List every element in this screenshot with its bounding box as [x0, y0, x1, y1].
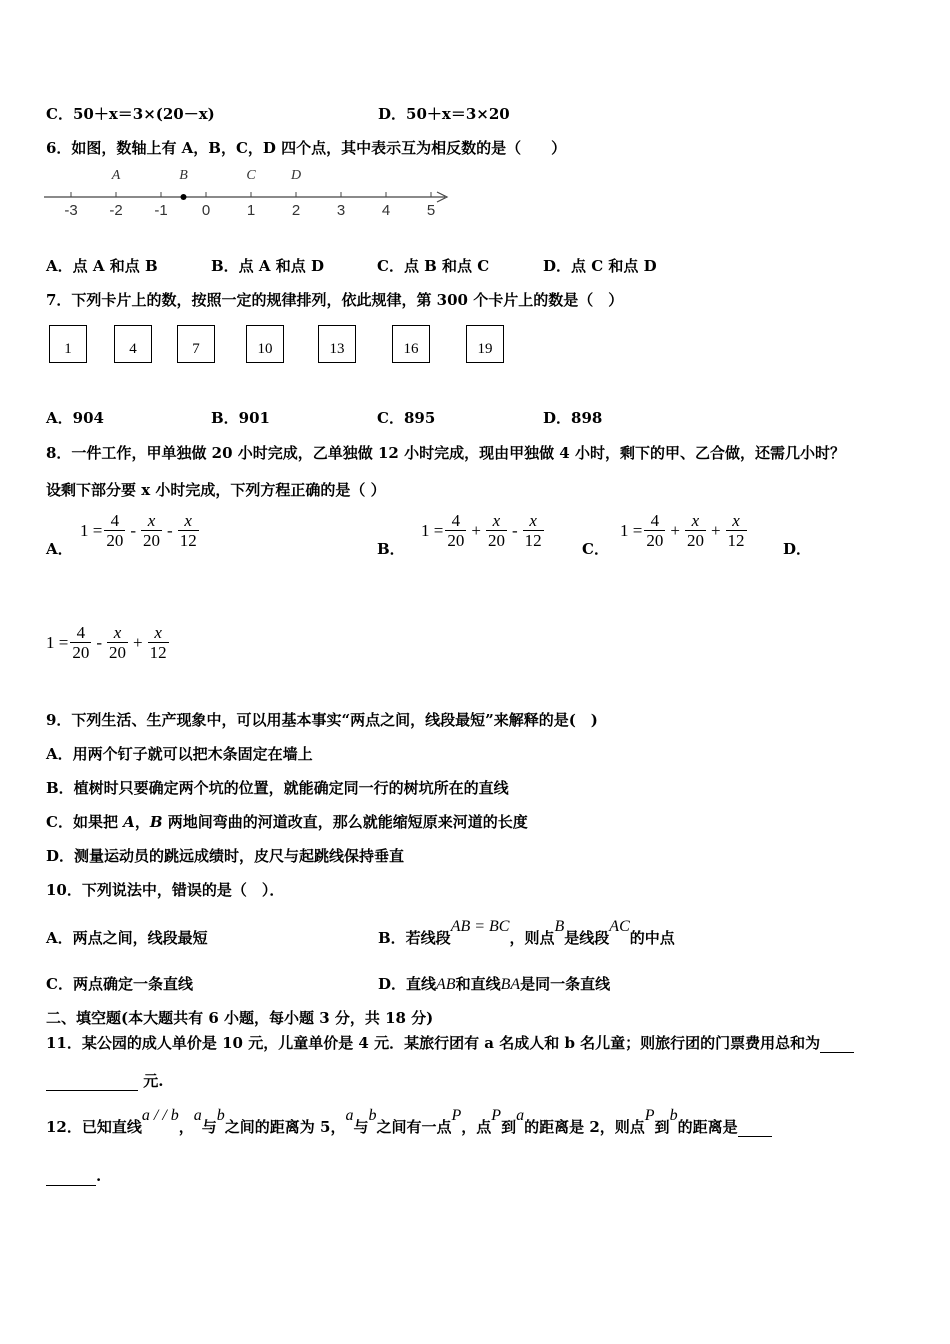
number-line-point-label: D: [290, 168, 302, 183]
number-card: 7: [177, 325, 215, 363]
number-card: 19: [466, 325, 504, 363]
q10-stem: 10．下列说法中，错误的是（ ）．: [46, 881, 285, 899]
number-line-point-label: B: [179, 168, 188, 183]
q11-line1: 11．某公园的成人单价是 10 元，儿童单价是 4 元．某旅行团有 a 名成人和 b 名儿童；则旅行团的门票费用总和为: [46, 1032, 854, 1053]
q5-option-d: D．50＋x＝3×20: [378, 105, 510, 123]
q12-line1: 12．已知直线a / / b，a与b之间的距离为 5，a与b之间有一点P，点P到a的距离是 2，则点P到b的距离是: [46, 1116, 772, 1137]
q10-option-b: B．若线段AB = BC，则点B是线段AC的中点: [378, 918, 675, 947]
number-card: 10: [246, 325, 284, 363]
number-line-point-label: A: [111, 168, 121, 183]
number-card: 16: [392, 325, 430, 363]
q8-option-d-label: D．: [783, 540, 812, 558]
number-line-tick-label: 1: [246, 202, 256, 219]
number-card: 4: [114, 325, 152, 363]
q8-equation-b: 1 = $\frac{4}{20}$ + $\frac{x}{20}$ - $\frac{x}{12}$: [421, 511, 542, 550]
q6-option-d: D．点 C 和点 D: [543, 257, 657, 275]
q7-option-d: D．898: [543, 409, 603, 427]
number-line-tick-label: -1: [154, 202, 168, 219]
q11-line2: 元.: [46, 1070, 163, 1091]
q6-option-c: C．点 B 和点 C: [377, 257, 490, 275]
q8-option-c-label: C．: [582, 540, 609, 558]
q9-option-c: C．如果把 A，B 两地间弯曲的河道改直，那么就能缩短原来河道的长度: [46, 813, 528, 831]
q8-option-b-label: B．: [377, 540, 405, 558]
q8-equation-d: 1 = $\frac{4}{20}$ - $\frac{x}{20}$ + $\frac{x}{12}$: [46, 623, 167, 662]
q10-option-d: D．直线AB和直线BA是同一条直线: [378, 975, 611, 993]
q8-stem-line2: 设剩下部分要 x 小时完成，下列方程正确的是（ ）: [46, 481, 386, 499]
q7-option-a: A．904: [46, 409, 104, 427]
number-line-point-label: C: [246, 168, 256, 183]
number-line-tick-label: 3: [336, 202, 346, 219]
number-card: 1: [49, 325, 87, 363]
q7-option-b: B．901: [211, 409, 270, 427]
section-heading: 二、填空题(本大题共有 6 小题，每小题 3 分，共 18 分): [46, 1009, 434, 1027]
number-line-tick-label: 5: [426, 202, 436, 219]
q12-line2: .: [46, 1167, 101, 1186]
q6-option-b: B．点 A 和点 D: [211, 257, 324, 275]
q6-option-a: A．点 A 和点 B: [46, 257, 158, 275]
q7-option-c: C．895: [377, 409, 436, 427]
q10-option-a: A．两点之间，线段最短: [46, 929, 208, 947]
q8-stem-line1: 8．一件工作，甲单独做 20 小时完成，乙单独做 12 小时完成，现由甲独做 4 小时，剩下的甲、乙合做，还需几小时？: [46, 444, 845, 462]
q7-stem: 7．下列卡片上的数，按照一定的规律排列，依此规律，第 300 个卡片上的数是（ ）: [46, 291, 624, 309]
q10-option-c: C．两点确定一条直线: [46, 975, 193, 993]
number-line-tick-label: -2: [109, 202, 123, 219]
q9-option-d: D．测量运动员的跳远成绩时，皮尺与起跳线保持垂直: [46, 847, 405, 865]
number-line: [40, 160, 470, 222]
number-line-tick-label: 0: [201, 202, 211, 219]
number-line-tick-label: 2: [291, 202, 301, 219]
q8-equation-c: 1 = $\frac{4}{20}$ + $\frac{x}{20}$ + $\frac{x}{12}$: [620, 511, 745, 550]
q8-equation-a: 1 = $\frac{4}{20}$ - $\frac{x}{20}$ - $\frac{x}{12}$: [80, 511, 197, 550]
q9-stem: 9．下列生活、生产现象中，可以用基本事实“两点之间，线段最短”来解释的是( ): [46, 711, 598, 729]
number-line-point-dot: [181, 194, 187, 200]
number-card: 13: [318, 325, 356, 363]
q5-option-c: C．50＋x＝3×(20－x): [46, 105, 215, 123]
q9-option-b: B．植树时只要确定两个坑的位置，就能确定同一行的树坑所在的直线: [46, 779, 509, 797]
number-line-tick-label: 4: [381, 202, 391, 219]
number-line-tick-label: -3: [64, 202, 78, 219]
q8-option-a-label: A．: [46, 540, 73, 558]
q6-stem: 6．如图，数轴上有 A，B，C，D 四个点，其中表示互为相反数的是（ ）: [46, 139, 567, 157]
q9-option-a: A．用两个钉子就可以把木条固定在墙上: [46, 745, 313, 763]
